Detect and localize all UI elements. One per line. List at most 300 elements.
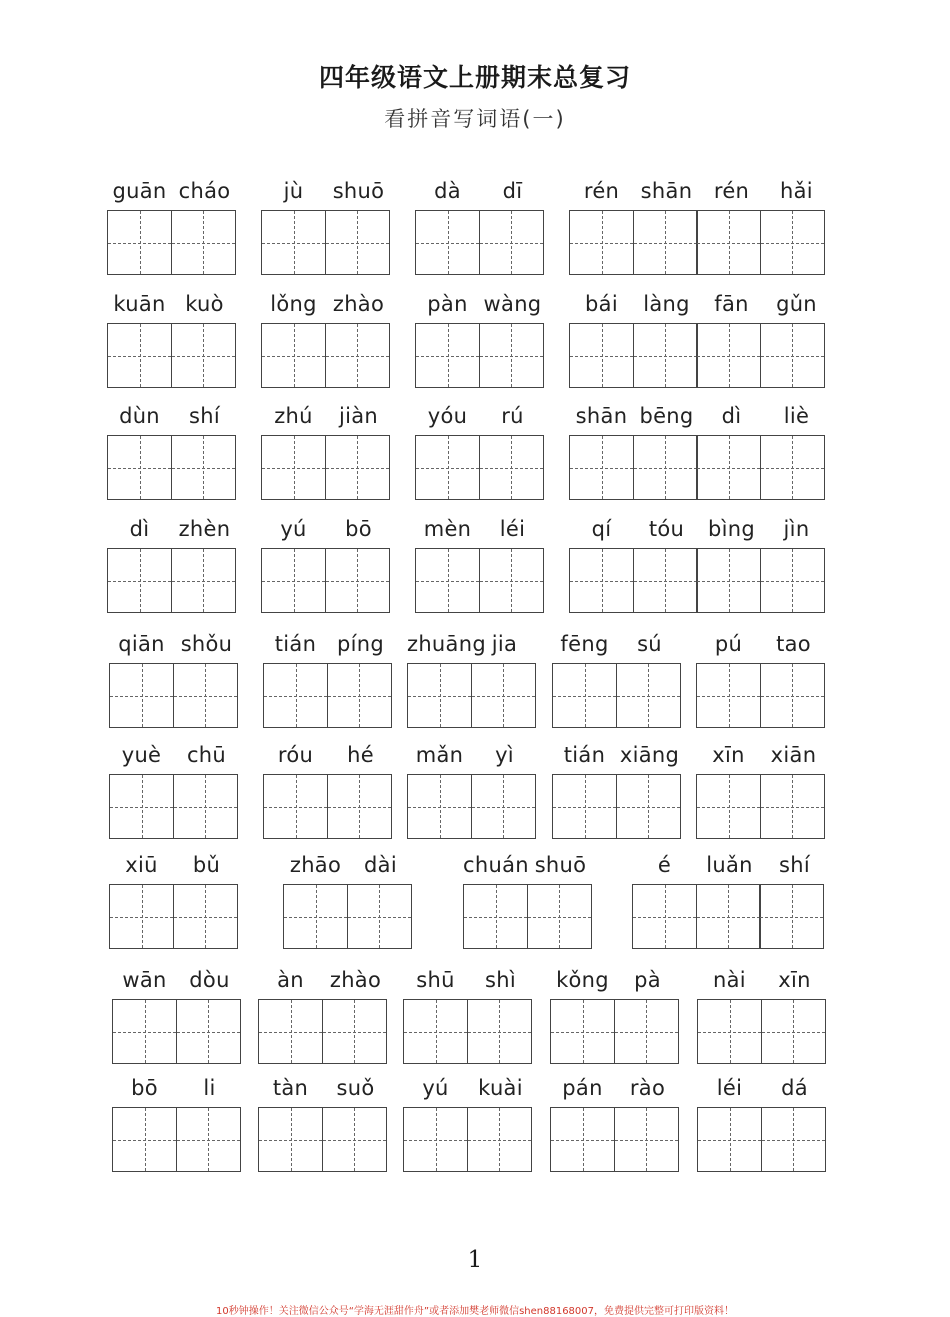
writing-boxes [258, 999, 388, 1064]
word-group [112, 967, 242, 1064]
pinyin-syllable: bēng [639, 404, 694, 428]
writing-cell[interactable] [463, 884, 528, 949]
pinyin-syllable: liè [783, 404, 810, 428]
writing-boxes [550, 1107, 680, 1172]
writing-boxes [403, 999, 533, 1064]
pinyin-syllable: léi [716, 1076, 743, 1100]
writing-boxes [263, 774, 393, 839]
writing-boxes [407, 663, 537, 728]
writing-boxes [569, 548, 829, 613]
pinyin-row [263, 742, 393, 768]
writing-cell[interactable] [261, 323, 326, 388]
pinyin-row [407, 742, 537, 768]
writing-cell[interactable] [261, 435, 326, 500]
pinyin-syllable: lǒng [270, 292, 317, 316]
word-group [258, 1075, 388, 1172]
pinyin-syllable: dì [721, 404, 742, 428]
writing-cell[interactable] [760, 210, 825, 275]
pinyin-syllable: pàn [427, 292, 468, 316]
word-group [415, 291, 545, 388]
word-group [415, 516, 545, 613]
word-group [283, 852, 413, 949]
writing-boxes [552, 774, 682, 839]
writing-boxes [109, 884, 239, 949]
writing-cell[interactable] [569, 323, 634, 388]
word-group [697, 967, 827, 1064]
writing-boxes [696, 663, 826, 728]
writing-cell[interactable] [760, 774, 825, 839]
writing-cell[interactable] [467, 999, 532, 1064]
writing-boxes [407, 774, 537, 839]
pinyin-syllable: xīn [778, 968, 811, 992]
pinyin-syllable: luǎn [706, 853, 753, 877]
word-group [415, 178, 545, 275]
pinyin-syllable: tóu [648, 517, 685, 541]
pinyin-syllable: zhāo [289, 853, 342, 877]
pinyin-row [107, 403, 237, 429]
writing-boxes [415, 210, 545, 275]
word-group [109, 852, 239, 949]
pinyin-row [407, 631, 537, 657]
writing-boxes [415, 323, 545, 388]
writing-cell[interactable] [107, 323, 172, 388]
writing-cell[interactable] [415, 435, 480, 500]
pinyin-syllable: shuō [332, 179, 385, 203]
writing-cell[interactable] [697, 999, 762, 1064]
pinyin-syllable: kǒng [556, 968, 609, 992]
word-group [109, 742, 239, 839]
writing-cell[interactable] [107, 210, 172, 275]
writing-boxes [552, 663, 682, 728]
pinyin-row [258, 1075, 388, 1101]
pinyin-row [550, 1075, 680, 1101]
writing-cell[interactable] [614, 1107, 679, 1172]
word-group [258, 967, 388, 1064]
pinyin-row [415, 291, 545, 317]
writing-cell[interactable] [759, 884, 824, 949]
pinyin-syllable: xiān [770, 743, 817, 767]
pinyin-syllable: pán [562, 1076, 603, 1100]
page-subtitle: 看拼音写词语(一) [384, 107, 566, 131]
pinyin-row [415, 178, 545, 204]
writing-cell[interactable] [258, 999, 323, 1064]
writing-boxes [261, 210, 391, 275]
pinyin-syllable: guān [112, 179, 167, 203]
word-group [569, 178, 829, 275]
pinyin-row [112, 967, 242, 993]
writing-cell[interactable] [616, 663, 681, 728]
writing-cell[interactable] [696, 774, 761, 839]
word-group [261, 178, 391, 275]
pinyin-syllable: mǎn [415, 743, 464, 767]
word-group [109, 631, 239, 728]
pinyin-syllable: tián [563, 743, 606, 767]
writing-cell[interactable] [479, 435, 544, 500]
writing-cell[interactable] [633, 435, 698, 500]
pinyin-row [569, 403, 829, 429]
pinyin-syllable: dà [434, 179, 461, 203]
pinyin-row [112, 1075, 242, 1101]
pinyin-syllable: tàn [272, 1076, 309, 1100]
footer-note: 10秒钟操作！关注微信公众号“学海无涯甜作舟”或者添加樊老师微信shen88168007，免费提供完整可打印版资料！ [215, 1306, 735, 1317]
pinyin-syllable: dì [129, 517, 150, 541]
pinyin-syllable: fēng [560, 632, 609, 656]
pinyin-row [261, 291, 391, 317]
pinyin-syllable: àn [277, 968, 304, 992]
writing-cell[interactable] [415, 323, 480, 388]
writing-cell[interactable] [325, 323, 390, 388]
pinyin-row [569, 516, 829, 542]
writing-boxes [569, 210, 829, 275]
writing-cell[interactable] [761, 1107, 826, 1172]
writing-cell[interactable] [616, 774, 681, 839]
writing-cell[interactable] [696, 663, 761, 728]
pinyin-syllable: chū [186, 743, 227, 767]
writing-cell[interactable] [261, 548, 326, 613]
pinyin-row [552, 631, 682, 657]
word-group [696, 631, 826, 728]
writing-boxes [258, 1107, 388, 1172]
writing-boxes [263, 663, 393, 728]
pinyin-syllable: shū [416, 968, 455, 992]
writing-boxes [107, 210, 237, 275]
writing-boxes [415, 548, 545, 613]
word-group [632, 852, 827, 949]
writing-boxes [697, 1107, 827, 1172]
writing-cell[interactable] [696, 210, 761, 275]
pinyin-syllable: shǒu [180, 632, 233, 656]
pinyin-syllable: kuài [478, 1076, 523, 1100]
pinyin-syllable: rén [713, 179, 750, 203]
pinyin-row [550, 967, 680, 993]
pinyin-row [109, 742, 239, 768]
pinyin-syllable: dài [364, 853, 397, 877]
writing-cell[interactable] [415, 210, 480, 275]
pinyin-syllable: zhú [274, 404, 313, 428]
pinyin-syllable: xiū [125, 853, 158, 877]
pinyin-syllable: zhèn [178, 517, 231, 541]
writing-cell[interactable] [550, 1107, 615, 1172]
pinyin-syllable: dùn [119, 404, 160, 428]
writing-boxes [107, 548, 237, 613]
pinyin-syllable: wān [122, 968, 167, 992]
word-group [550, 1075, 680, 1172]
pinyin-syllable: dá [781, 1076, 808, 1100]
pinyin-row [107, 516, 237, 542]
pinyin-row [415, 403, 545, 429]
word-group [569, 516, 829, 613]
writing-cell[interactable] [760, 323, 825, 388]
pinyin-syllable: bō [345, 517, 372, 541]
page-title: 四年级语文上册期末总复习 [318, 63, 631, 92]
writing-cell[interactable] [760, 435, 825, 500]
writing-cell[interactable] [107, 435, 172, 500]
word-group [261, 516, 391, 613]
pinyin-syllable: pà [634, 968, 661, 992]
word-group [696, 742, 826, 839]
pinyin-syllable: wàng [483, 292, 542, 316]
pinyin-syllable: rú [501, 404, 524, 428]
writing-cell[interactable] [471, 774, 536, 839]
writing-cell[interactable] [471, 663, 536, 728]
writing-boxes [109, 774, 239, 839]
writing-cell[interactable] [569, 210, 634, 275]
writing-cell[interactable] [614, 999, 679, 1064]
writing-cell[interactable] [176, 999, 241, 1064]
writing-cell[interactable] [403, 999, 468, 1064]
pinyin-row [403, 967, 533, 993]
writing-boxes [109, 663, 239, 728]
writing-cell[interactable] [479, 323, 544, 388]
writing-boxes [550, 999, 680, 1064]
pinyin-row [632, 852, 827, 878]
pinyin-row [261, 178, 391, 204]
writing-cell[interactable] [173, 774, 238, 839]
writing-cell[interactable] [527, 884, 592, 949]
pinyin-syllable: yú [422, 1076, 449, 1100]
pinyin-syllable: léi [499, 517, 526, 541]
writing-cell[interactable] [171, 210, 236, 275]
word-group [263, 742, 393, 839]
word-group [261, 403, 391, 500]
pinyin-row [261, 403, 391, 429]
pinyin-syllable: hǎi [780, 179, 813, 203]
writing-cell[interactable] [552, 663, 617, 728]
word-group [107, 178, 237, 275]
pinyin-syllable: xīn [712, 743, 745, 767]
writing-cell[interactable] [263, 774, 328, 839]
writing-cell[interactable] [171, 323, 236, 388]
writing-cell[interactable] [258, 1107, 323, 1172]
pinyin-row [463, 852, 593, 878]
writing-cell[interactable] [171, 548, 236, 613]
writing-cell[interactable] [696, 435, 761, 500]
pinyin-row [263, 631, 393, 657]
pinyin-syllable: bái [585, 292, 618, 316]
pinyin-syllable: yì [495, 743, 514, 767]
writing-cell[interactable] [322, 1107, 387, 1172]
pinyin-syllable: rào [629, 1076, 666, 1100]
pinyin-row [109, 631, 239, 657]
word-group [569, 291, 829, 388]
word-group [107, 516, 237, 613]
word-group [550, 967, 680, 1064]
writing-cell[interactable] [171, 435, 236, 500]
pinyin-syllable: tao [776, 632, 811, 656]
pinyin-syllable: suǒ [336, 1076, 375, 1100]
writing-cell[interactable] [569, 435, 634, 500]
writing-cell[interactable] [176, 1107, 241, 1172]
writing-cell[interactable] [479, 548, 544, 613]
pinyin-row [696, 742, 826, 768]
pinyin-syllable: tián [274, 632, 317, 656]
writing-cell[interactable] [107, 548, 172, 613]
pinyin-syllable: shí [779, 853, 810, 877]
writing-cell[interactable] [407, 774, 472, 839]
writing-cell[interactable] [697, 1107, 762, 1172]
word-group [403, 967, 533, 1064]
pinyin-syllable: shān [575, 404, 628, 428]
writing-cell[interactable] [109, 663, 174, 728]
writing-cell[interactable] [633, 323, 698, 388]
pinyin-syllable: yú [280, 517, 307, 541]
writing-boxes [107, 435, 237, 500]
writing-boxes [107, 323, 237, 388]
writing-cell[interactable] [696, 548, 761, 613]
pinyin-row [258, 967, 388, 993]
writing-boxes [463, 884, 593, 949]
writing-boxes [569, 435, 829, 500]
word-group [415, 403, 545, 500]
writing-cell[interactable] [322, 999, 387, 1064]
pinyin-syllable: shí [189, 404, 220, 428]
word-group [697, 1075, 827, 1172]
pinyin-syllable: dòu [189, 968, 230, 992]
writing-cell[interactable] [633, 548, 698, 613]
writing-cell[interactable] [327, 663, 392, 728]
pinyin-row [109, 852, 239, 878]
pinyin-syllable: sú [637, 632, 662, 656]
pinyin-row [569, 291, 829, 317]
pinyin-syllable: kuò [185, 292, 224, 316]
writing-cell[interactable] [760, 548, 825, 613]
pinyin-syllable: é [657, 853, 672, 877]
word-group [107, 403, 237, 500]
writing-cell[interactable] [327, 774, 392, 839]
writing-cell[interactable] [632, 884, 697, 949]
writing-cell[interactable] [263, 663, 328, 728]
pinyin-row [552, 742, 682, 768]
pinyin-syllable: làng [643, 292, 690, 316]
pinyin-syllable: li [203, 1076, 216, 1100]
pinyin-syllable: fān [714, 292, 749, 316]
pinyin-syllable: shān [640, 179, 693, 203]
pinyin-syllable: mèn [423, 517, 472, 541]
writing-cell[interactable] [569, 548, 634, 613]
writing-cell[interactable] [325, 210, 390, 275]
writing-cell[interactable] [760, 663, 825, 728]
pinyin-row [261, 516, 391, 542]
writing-cell[interactable] [479, 210, 544, 275]
pinyin-row [697, 1075, 827, 1101]
writing-cell[interactable] [261, 210, 326, 275]
pinyin-syllable: zhuāng [407, 632, 486, 656]
pinyin-syllable: nài [713, 968, 746, 992]
pinyin-row [697, 967, 827, 993]
word-group [407, 631, 537, 728]
pinyin-syllable: róu [277, 743, 314, 767]
writing-cell[interactable] [173, 663, 238, 728]
pinyin-syllable: jìn [783, 517, 810, 541]
pinyin-syllable: bō [131, 1076, 158, 1100]
writing-cell[interactable] [109, 884, 174, 949]
pinyin-syllable: zhào [329, 968, 382, 992]
pinyin-syllable: jù [283, 179, 304, 203]
page-number: 1 [467, 1247, 483, 1273]
writing-cell[interactable] [112, 1107, 177, 1172]
writing-cell[interactable] [407, 663, 472, 728]
writing-boxes [403, 1107, 533, 1172]
pinyin-syllable: hé [347, 743, 374, 767]
writing-boxes [261, 435, 391, 500]
word-group [403, 1075, 533, 1172]
writing-cell[interactable] [550, 999, 615, 1064]
word-group [263, 631, 393, 728]
pinyin-syllable: píng [336, 632, 384, 656]
word-group [569, 403, 829, 500]
writing-cell[interactable] [696, 884, 761, 949]
pinyin-syllable: kuān [113, 292, 166, 316]
pinyin-row [569, 178, 829, 204]
pinyin-syllable: cháo [178, 179, 231, 203]
word-group [552, 742, 682, 839]
writing-cell[interactable] [633, 210, 698, 275]
word-group [112, 1075, 242, 1172]
writing-cell[interactable] [325, 548, 390, 613]
pinyin-syllable: shì [485, 968, 516, 992]
writing-cell[interactable] [761, 999, 826, 1064]
word-group [552, 631, 682, 728]
pinyin-syllable: xiāng [619, 743, 680, 767]
pinyin-row [107, 291, 237, 317]
pinyin-syllable: jia [491, 632, 518, 656]
writing-cell[interactable] [347, 884, 412, 949]
word-group [463, 852, 593, 949]
writing-boxes [283, 884, 413, 949]
pinyin-syllable: dī [502, 179, 523, 203]
pinyin-row [415, 516, 545, 542]
pinyin-syllable: zhào [332, 292, 385, 316]
writing-boxes [112, 1107, 242, 1172]
pinyin-syllable: qiān [118, 632, 165, 656]
writing-boxes [415, 435, 545, 500]
pinyin-syllable: jiàn [338, 404, 379, 428]
pinyin-syllable: bìng [707, 517, 755, 541]
writing-cell[interactable] [552, 774, 617, 839]
writing-cell[interactable] [696, 323, 761, 388]
pinyin-syllable: pú [714, 632, 743, 656]
pinyin-row [696, 631, 826, 657]
writing-cell[interactable] [109, 774, 174, 839]
writing-boxes [569, 323, 829, 388]
pinyin-syllable: yuè [121, 743, 162, 767]
writing-cell[interactable] [283, 884, 348, 949]
pinyin-row [403, 1075, 533, 1101]
writing-boxes [261, 323, 391, 388]
writing-boxes [696, 774, 826, 839]
writing-cell[interactable] [112, 999, 177, 1064]
pinyin-syllable: chuán [463, 853, 529, 877]
writing-boxes [632, 884, 827, 949]
writing-cell[interactable] [415, 548, 480, 613]
pinyin-syllable: qí [591, 517, 612, 541]
pinyin-syllable: shuō [534, 853, 587, 877]
pinyin-syllable: bǔ [192, 853, 221, 877]
writing-boxes [261, 548, 391, 613]
writing-cell[interactable] [325, 435, 390, 500]
word-group [107, 291, 237, 388]
word-group [261, 291, 391, 388]
word-group [407, 742, 537, 839]
writing-boxes [112, 999, 242, 1064]
writing-cell[interactable] [467, 1107, 532, 1172]
pinyin-syllable: gǔn [776, 292, 817, 316]
pinyin-row [283, 852, 413, 878]
writing-boxes [697, 999, 827, 1064]
pinyin-row [107, 178, 237, 204]
writing-cell[interactable] [173, 884, 238, 949]
writing-cell[interactable] [403, 1107, 468, 1172]
